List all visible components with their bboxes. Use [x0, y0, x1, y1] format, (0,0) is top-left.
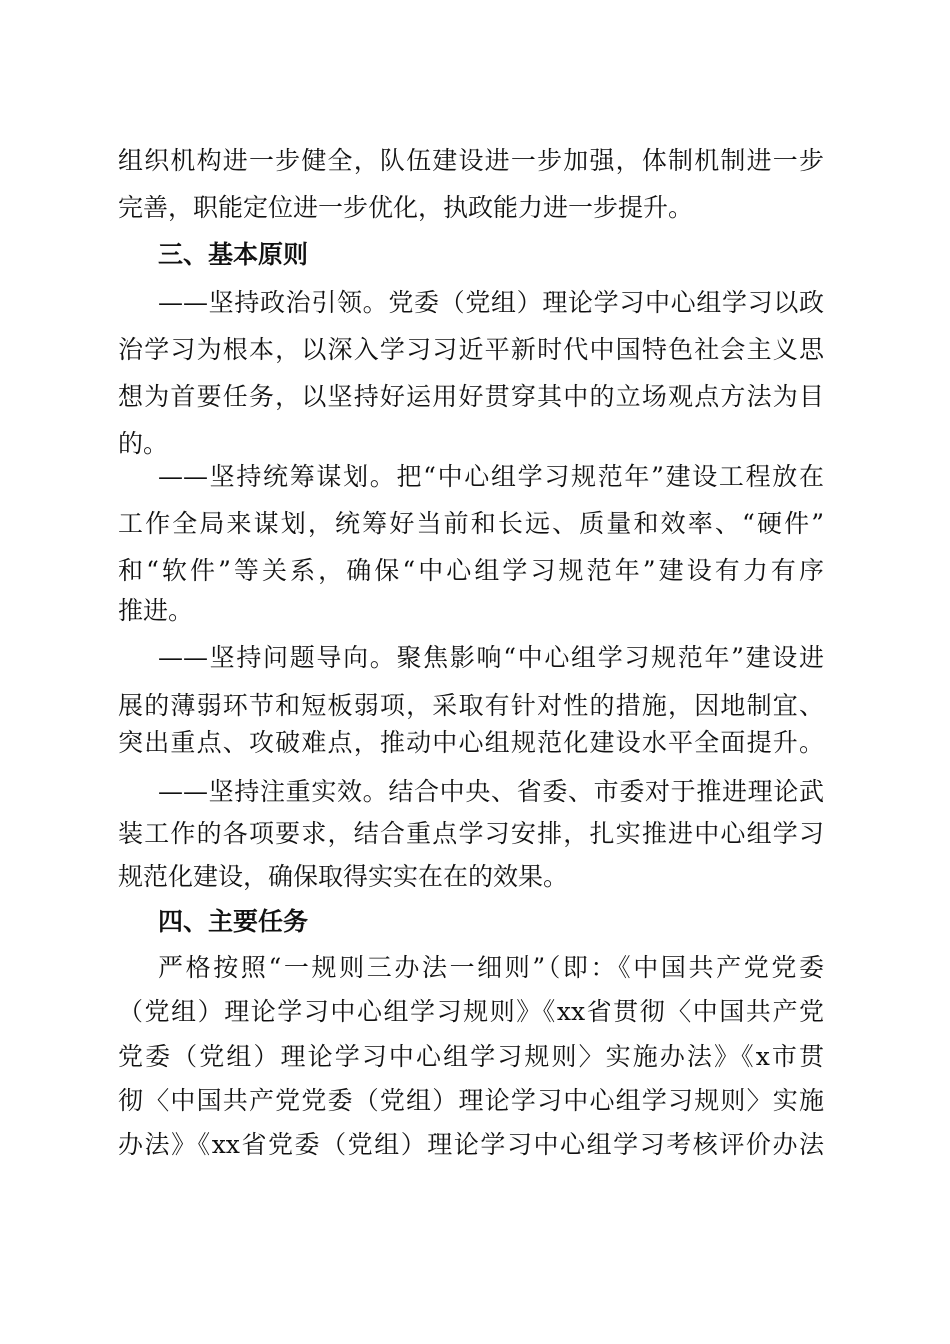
principle-1-line-1: ——坚持政治引领。党委（党组）理论学习中心组学习以政 [158, 288, 824, 317]
principle-2-line-1: ——坚持统筹谋划。把“中心组学习规范年”建设工程放在 [158, 462, 824, 491]
tasks-line-5: 办法》《xx省党委（党组）理论学习中心组学习考核评价办法 [118, 1130, 824, 1159]
principle-1-line-2: 治学习为根本，以深入学习习近平新时代中国特色社会主义思 [118, 335, 824, 364]
principle-2-line-2: 工作全局来谋划，统筹好当前和长远、质量和效率、“硬件” [118, 509, 824, 538]
tasks-line-4: 彻〈中国共产党党委（党组）理论学习中心组学习规则〉实施 [118, 1086, 824, 1115]
principle-3-line-1: ——坚持问题导向。聚焦影响“中心组学习规范年”建设进 [158, 643, 824, 672]
section-heading-tasks: 四、主要任务 [158, 907, 309, 936]
principle-2-line-4: 推进。 [118, 596, 194, 625]
section-heading-principles: 三、基本原则 [158, 240, 309, 269]
intro-line-1: 组织机构进一步健全，队伍建设进一步加强，体制机制进一步 [118, 146, 824, 175]
principle-1-line-4: 的。 [118, 429, 169, 458]
intro-line-2: 完善，职能定位进一步优化，执政能力进一步提升。 [118, 193, 694, 222]
principle-4-line-1: ——坚持注重实效。结合中央、省委、市委对于推进理论武 [158, 777, 824, 806]
principle-4-line-2: 装工作的各项要求，结合重点学习安排，扎实推进中心组学习 [118, 819, 824, 848]
tasks-line-3: 党委（党组）理论学习中心组学习规则〉实施办法》《x市贯 [118, 1042, 824, 1071]
tasks-line-1: 严格按照“一规则三办法一细则”（即：《中国共产党党委 [158, 953, 824, 982]
principle-2-line-3: 和“软件”等关系，确保“中心组学习规范年”建设有力有序 [118, 556, 824, 585]
principle-4-line-3: 规范化建设，确保取得实实在在的效果。 [118, 862, 569, 891]
tasks-line-2: （党组）理论学习中心组学习规则》《xx省贯彻〈中国共产党 [118, 997, 824, 1026]
principle-3-line-2: 展的薄弱环节和短板弱项，采取有针对性的措施，因地制宜、 [118, 691, 824, 720]
principle-1-line-3: 想为首要任务，以坚持好运用好贯穿其中的立场观点方法为目 [118, 382, 824, 411]
principle-3-line-3: 突出重点、攻破难点，推动中心组规范化建设水平全面提升。 [118, 728, 824, 757]
